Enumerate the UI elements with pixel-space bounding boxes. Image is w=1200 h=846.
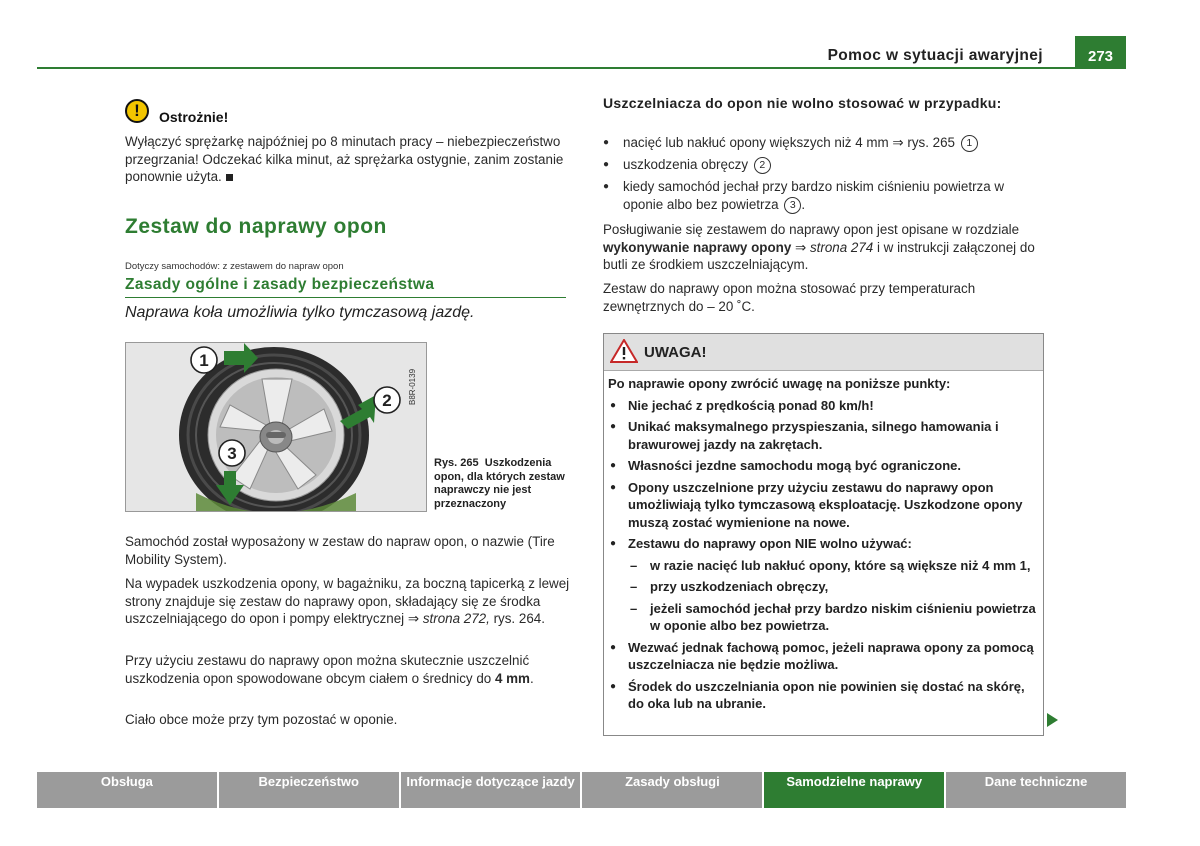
figure-caption: Rys. 265 Uszkodzenia opon, dla których zestaw naprawczy nie jest przeznaczony [434,457,565,510]
tire-damage-figure [125,342,427,512]
right-heading: Uszczelniacza do opon nie wolno stosować w przypadku: [603,95,1002,111]
warning-item: ● Unikać maksymalnego przyspieszania, silnego hamowania i brawurowej jazdy na zakrętach. [608,418,1039,453]
paragraph-usage: Posługiwanie się zestawem do naprawy opon jest opisane w rozdziale wykonywanie naprawy opony ⇒ strona 274 i w instrukcji załączonej do butli ze środkiem uszczelniającym. [603,222,1035,272]
tab-dane-techniczne[interactable]: Dane techniczne [946,772,1126,808]
page-ref-274[interactable]: strona 274 [809,239,874,255]
callout-ref-1: 1 [961,135,978,152]
list-item: ● nacięć lub nakłuć opony większych niż 4 mm ⇒ rys. 265 1 [603,134,1043,152]
page-number: 273 [1075,36,1126,69]
header-rule [37,67,1126,69]
warning-triangle-icon [610,339,638,363]
warning-item: ● Środek do uszczelniania opon nie powinien się dostać na skórę, do oka lub na ubranie. [608,678,1039,713]
warning-subitem: – przy uszkodzeniach obręczy, [608,578,1039,596]
restriction-list [603,134,1043,218]
figure-code [404,347,420,407]
warning-item: ● Wezwać jednak fachową pomoc, jeżeli naprawa opony za pomocą uszczelniacza nie będzie możliwa. [608,639,1039,674]
warning-title: UWAGA! [644,344,707,361]
chapter-tabs [37,772,1126,808]
subsection-rule [125,297,566,298]
callout-ref-3: 3 [784,197,801,214]
lead-text: Naprawa koła umożliwia tylko tymczasową jazdę. [125,304,475,321]
subsection-title: Zasady ogólne i zasady bezpieczeństwa [125,276,435,293]
list-item: ● uszkodzenia obręczy 2 [603,156,1043,174]
callout-3-label: 3 [227,444,237,463]
paragraph-intro: Samochód został wyposażony w zestaw do napraw opon, o nazwie (Tire Mobility System). [125,534,555,567]
paragraph-location: Na wypadek uszkodzenia opony, w bagażniku, za boczną tapicerką z lewej strony znajduje się zestaw do naprawy opon, składający się ze środka uszczelniającego do opon i pompy elektrycznej ⇒ strona 272, rys. 264. [125,576,570,626]
warning-item: ● Zestawu do naprawy opon NIE wolno używać: [608,535,1039,553]
paragraph-seal-size: Przy użyciu zestawu do naprawy opon można skutecznie uszczelnić uszkodzenia opon spowodowane obcym ciałem o średnicy do 4 mm. [125,653,534,686]
page-ref-272[interactable]: strona 272, [422,611,490,626]
paragraph-temperature: Zestaw do naprawy opon można stosować przy temperaturach zewnętrznych do – 20 ˚C. [603,281,976,314]
warning-header [604,334,1043,371]
tab-bezpieczenstwo[interactable]: Bezpieczeństwo [219,772,399,808]
end-square-icon [226,174,233,181]
list-item: ● kiedy samochód jechał przy bardzo niskim ciśnieniu powietrza w oponie albo bez powietrza 3 . [603,178,1043,214]
warning-subitem: – jeżeli samochód jechał przy bardzo niskim ciśnieniu powietrza w oponie albo bez powietrza. [608,600,1039,635]
callout-ref-2: 2 [754,157,771,174]
svg-text:B8R-0139: B8R-0139 [408,368,417,405]
tab-informacje-dotyczace-jazdy[interactable]: Informacje dotyczące jazdy [401,772,581,808]
warning-box [603,333,1044,736]
caution-body: Wyłączyć sprężarkę najpóźniej po 8 minutach pracy – niebezpieczeństwo przegrzania! Odczekać kilka minut, aż sprężarka ostygnie, zanim zostanie ponownie użyta. [125,134,564,184]
warning-intro: Po naprawie opony zwrócić uwagę na poniższe punkty: [608,376,951,391]
warning-item: ● Nie jechać z prędkością ponad 80 km/h! [608,397,1039,415]
callout-1-label: 1 [199,351,209,370]
tab-samodzielne-naprawy[interactable]: Samodzielne naprawy [764,772,944,808]
wheel-illustration [126,343,426,511]
caution-title: Ostrożnie! [159,109,229,125]
section-title: Pomoc w sytuacji awaryjnej [827,47,1043,64]
applies-to-note: Dotyczy samochodów: z zestawem do napraw opon [125,261,344,272]
caution-icon: ! [125,99,149,123]
continue-arrow-icon [1047,713,1058,727]
tab-zasady-obslugi[interactable]: Zasady obsługi [582,772,762,808]
warning-subitem: – w razie nacięć lub nakłuć opony, które są większe niż 4 mm 1, [608,557,1039,575]
chapter-title: Zestaw do naprawy opon [125,215,387,238]
paragraph-foreign-body: Ciało obce może przy tym pozostać w oponie. [125,712,398,727]
callout-2-label: 2 [382,391,392,410]
warning-item: ● Własności jezdne samochodu mogą być ograniczone. [608,457,1039,475]
tab-obsluga[interactable]: Obsługa [37,772,217,808]
warning-item: ● Opony uszczelnione przy użyciu zestawu do naprawy opon umożliwiają tylko tymczasową eksploatację. Uszkodzone opony muszą zostać wymienione na nowe. [608,479,1039,532]
